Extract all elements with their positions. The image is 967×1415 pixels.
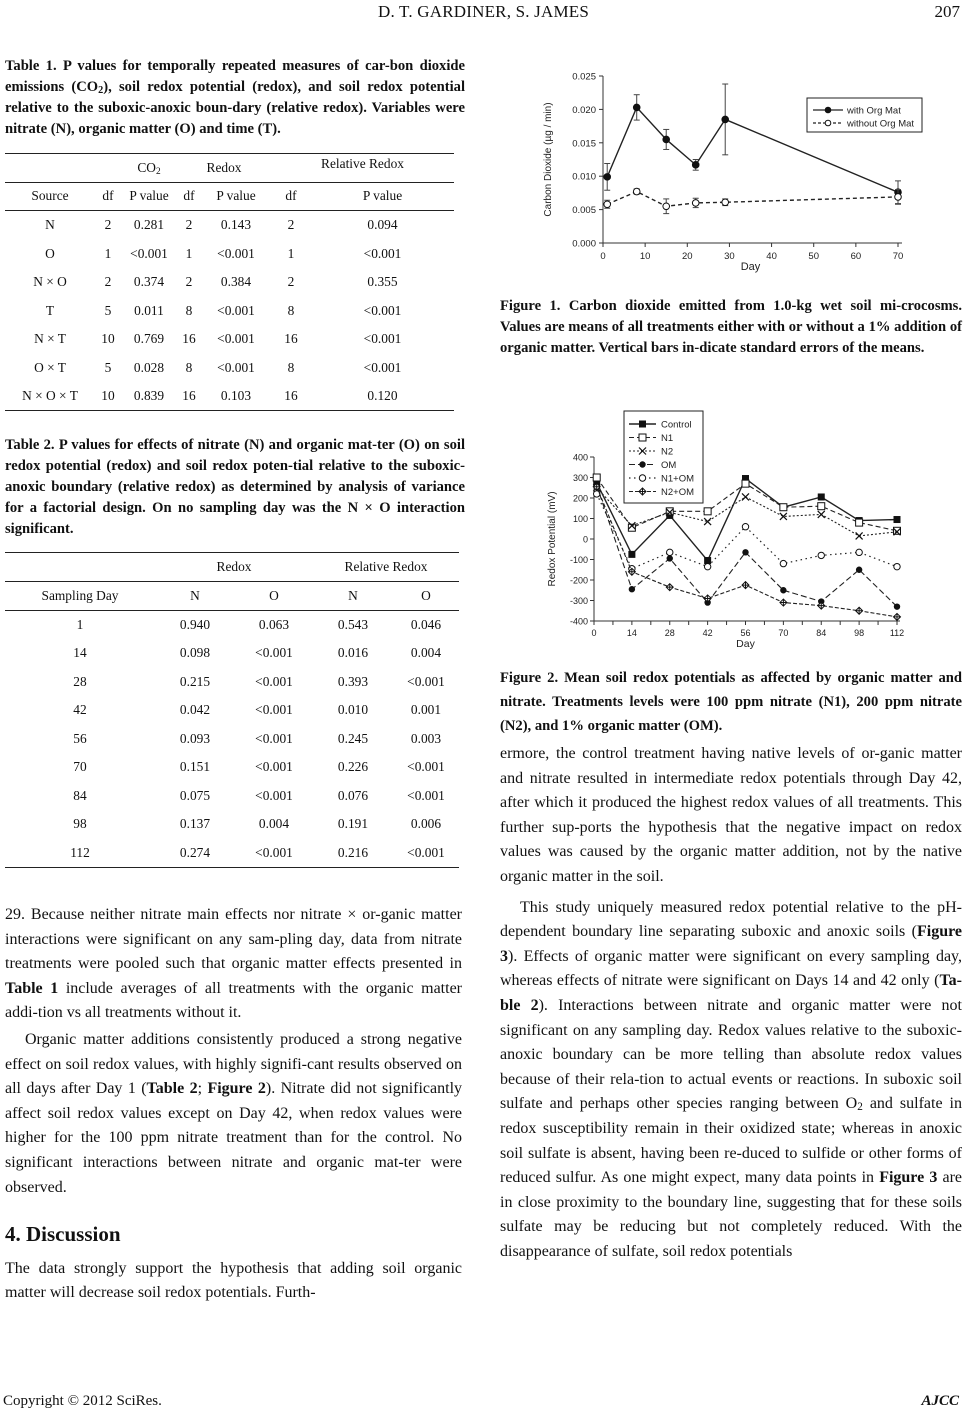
- open-diamond-marker: [894, 613, 901, 620]
- table-reference: Ta-ble 2: [500, 972, 962, 1014]
- co2-line-chart: [535, 58, 935, 276]
- left-column: [5, 56, 465, 868]
- table-cell: 0.355: [367, 274, 398, 290]
- table-row: [5, 211, 454, 240]
- open-diamond-marker: [780, 599, 787, 606]
- table-cell: 0.098: [179, 644, 211, 660]
- table-cell: 98: [73, 816, 87, 832]
- table-cell: <0.001: [217, 245, 255, 261]
- open-circle-marker: [594, 491, 600, 497]
- filled-circle-marker: [780, 587, 786, 593]
- legend-marker: [825, 120, 831, 126]
- table-cell: <0.001: [217, 302, 255, 318]
- open-circle-marker: [633, 188, 640, 195]
- table-cell: 0.006: [410, 816, 442, 832]
- y-tick-label: 400: [572, 452, 588, 463]
- table-row: [5, 753, 459, 782]
- table-cell: 0.004: [410, 644, 442, 660]
- table-cell: <0.001: [407, 844, 445, 860]
- table-cell: 0.016: [337, 644, 369, 660]
- x-tick-label: 28: [664, 628, 675, 638]
- legend-label: Control: [661, 419, 692, 431]
- table-row: [5, 239, 454, 268]
- table-cell: N: [45, 217, 55, 233]
- y-axis-label: Redox Potential (mV): [547, 491, 558, 587]
- table-cell: 0.011: [134, 302, 164, 318]
- table-cell: 14: [73, 644, 87, 660]
- table-row: [5, 610, 459, 639]
- filled-circle-marker: [742, 549, 748, 555]
- table-cell: 0.374: [133, 274, 165, 290]
- table-cell: <0.001: [255, 844, 293, 860]
- column-header: N: [348, 587, 358, 603]
- y-tick-label: -300: [569, 596, 588, 606]
- table-row: [5, 639, 459, 668]
- open-square-marker: [742, 480, 749, 487]
- table-cell: 1: [76, 616, 84, 632]
- table-cell: <0.001: [407, 673, 445, 689]
- x-tick-label: 42: [702, 628, 713, 638]
- table2-column-header-row: [5, 581, 459, 610]
- x-tick-label: 98: [854, 628, 865, 638]
- group-header-redox: Redox: [216, 559, 252, 575]
- table-cell: 1: [104, 245, 112, 261]
- table1-body: [5, 211, 454, 411]
- table1-group-header-row: [5, 154, 454, 183]
- filled-circle-marker: [663, 136, 670, 143]
- table-cell: 70: [73, 759, 87, 775]
- open-diamond-marker: [856, 607, 863, 614]
- table2-group-header-row: [5, 553, 459, 582]
- filled-square-marker: [628, 551, 635, 558]
- left-body-text: [5, 903, 462, 1306]
- table-cell: 1: [185, 245, 193, 261]
- figure1-chart: [535, 58, 935, 276]
- table-cell: <0.001: [363, 245, 402, 261]
- table-cell: <0.001: [363, 331, 402, 347]
- table-cell: 8: [185, 302, 193, 318]
- table-cell: 0.839: [133, 388, 165, 404]
- y-tick-label: 0.025: [572, 71, 596, 83]
- filled-circle-marker: [633, 104, 640, 111]
- table-cell: <0.001: [407, 759, 445, 775]
- table-cell: <0.001: [217, 359, 255, 375]
- series-line: [607, 192, 898, 207]
- table-cell: N × O × T: [22, 388, 78, 404]
- series-line: [597, 486, 897, 607]
- legend: [624, 411, 703, 503]
- table-cell: T: [45, 302, 55, 318]
- table-cell: 0.004: [258, 816, 290, 832]
- table-cell: 0.093: [179, 730, 211, 746]
- legend-label: N2+OM: [661, 487, 694, 498]
- table-cell: 2: [104, 274, 112, 290]
- filled-circle-marker: [692, 162, 699, 169]
- y-tick-label: 100: [572, 514, 588, 524]
- filled-circle-marker: [604, 174, 611, 181]
- table-cell: <0.001: [217, 331, 255, 347]
- table2: [5, 552, 459, 868]
- table-cell: 16: [284, 331, 298, 347]
- table-cell: N × O: [33, 274, 67, 290]
- legend-label: with Org Mat: [847, 105, 901, 117]
- table-row: [5, 810, 459, 839]
- y-tick-label: 200: [572, 493, 588, 504]
- table-cell: 0.226: [337, 759, 369, 775]
- x-tick-label: 112: [889, 628, 905, 638]
- open-square-marker: [856, 519, 863, 526]
- open-square-marker: [639, 434, 646, 441]
- filled-circle-marker: [856, 567, 862, 573]
- filled-square-marker: [818, 493, 825, 500]
- table-cell: 0.046: [410, 616, 442, 632]
- legend-marker: [825, 107, 831, 113]
- table-cell: <0.001: [255, 644, 293, 660]
- table-reference: Table 2: [146, 1080, 198, 1098]
- table-cell: 0.001: [410, 702, 442, 718]
- table-cell: 56: [73, 730, 87, 746]
- x-tick-label: 20: [681, 251, 693, 262]
- y-tick-label: -200: [569, 575, 588, 586]
- open-circle-marker: [639, 475, 645, 481]
- section-heading: 4. Discussion: [5, 1222, 121, 1247]
- open-circle-marker: [894, 563, 900, 569]
- group-header-co2: $CO_2$: [137, 159, 161, 177]
- page-number: 207: [934, 2, 960, 21]
- y-axis-label: Carbon Dioxide (µg / min): [543, 102, 554, 217]
- table-row: [5, 724, 459, 753]
- table-cell: <0.001: [363, 359, 402, 375]
- x-tick-label: 70: [892, 251, 904, 262]
- group-header-relative-redox: Relative Redox: [321, 156, 404, 171]
- table-cell: O: [45, 245, 55, 261]
- table-cell: 8: [287, 359, 295, 375]
- table-cell: 2: [185, 217, 193, 233]
- filled-circle-marker: [667, 555, 673, 561]
- open-circle-marker: [780, 560, 786, 566]
- table-cell: 42: [73, 702, 87, 718]
- filled-square-marker: [894, 516, 901, 523]
- table-cell: 0.137: [179, 816, 211, 832]
- y-tick-label: -400: [569, 616, 588, 627]
- table-cell: 8: [287, 302, 295, 318]
- column-header: N: [190, 587, 200, 603]
- y-tick-label: 300: [572, 473, 588, 483]
- table-cell: 28: [73, 673, 87, 689]
- open-circle-marker: [663, 203, 670, 210]
- table-cell: 0.769: [133, 331, 165, 347]
- legend-label: N2: [661, 446, 674, 458]
- table-cell: 0.042: [179, 702, 211, 718]
- paragraph: The data strongly support the hypothesis that adding soil organic matter will decrease soil redox potentials. Furth-: [5, 1259, 462, 1302]
- figure2-caption: Figure 2. Mean soil redox potentials as affected by organic matter and nitrate. Treatments levels were 100 ppm nitrate (N1), 200 ppm nitrate (N2), and 1% organic matter (OM).: [500, 670, 962, 734]
- table-cell: 0.274: [179, 844, 211, 860]
- table-cell: 0.076: [337, 787, 369, 803]
- table1-column-header-row: [5, 182, 454, 211]
- open-circle-marker: [692, 200, 699, 207]
- table-cell: 0.216: [337, 844, 369, 860]
- table-row: [5, 354, 454, 383]
- legend-label: OM: [661, 460, 677, 471]
- x-tick-label: 0: [591, 628, 597, 638]
- table1-caption: [5, 56, 465, 140]
- table-cell: 0.010: [337, 702, 369, 718]
- column-header: df: [183, 188, 195, 204]
- open-circle-marker: [722, 199, 729, 206]
- subscript: 2: [857, 1101, 863, 1114]
- column-header: P value: [216, 188, 256, 204]
- paragraph: This study uniquely measured redox potential relative to the pH-dependent boundary line separating suboxic and anoxic soils (Figure 3). Effects of organic matter were significant on every sampling day, whereas effects of nitrate were significant on Days 14 and 42 only (Ta-ble 2). Interactions between nitrate and organic matter were not significant on any sampling day. Redox values relative to the suboxic-anoxic boundary can be more telling than absolute redox values because of their rela-tion to actual events or reactions. In suboxic soil sulfate and perhaps other species ranging between $O_2$ and sulfate in redox susceptibility remain in their oxidized state; whereas in anoxic soil sulfate is absent, having been re-duced to sulfide or other forms of reduced sulfur. As one might expect, many data points in Figure 3 are in close proximity to the boundary line, suggesting that for these soils sulfate may be reducing but not completely reduced. With the disappearance of sulfate, soil redox potentials: [500, 898, 963, 1260]
- table-cell: 0.191: [337, 816, 369, 832]
- table-cell: 0.143: [220, 217, 252, 233]
- table-cell: 84: [73, 787, 87, 803]
- table-cell: 16: [284, 388, 298, 404]
- table-cell: 0.151: [179, 759, 211, 775]
- column-header: df: [102, 188, 114, 204]
- table-cell: <0.001: [255, 702, 293, 718]
- table-cell: 0.094: [367, 217, 398, 233]
- table-cell: 2: [287, 274, 295, 290]
- open-circle-marker: [895, 194, 902, 201]
- table-cell: 0.063: [258, 616, 290, 632]
- column-header: O: [421, 587, 431, 603]
- table-cell: 0.393: [337, 673, 369, 689]
- table-cell: <0.001: [363, 302, 402, 318]
- table-cell: 0.028: [133, 359, 165, 375]
- x-tick-label: 30: [724, 251, 735, 262]
- open-square-marker: [780, 504, 787, 511]
- open-square-marker: [704, 508, 711, 515]
- filled-circle-marker: [722, 116, 729, 123]
- open-circle-marker: [604, 201, 611, 208]
- table-cell: 0.281: [133, 217, 165, 233]
- column-header: O: [269, 587, 279, 603]
- table-cell: <0.001: [255, 759, 293, 775]
- table-cell: 0.384: [220, 274, 252, 290]
- table2-caption: Table 2. P values for effects of nitrate (N) and organic mat-ter (O) on soil redox potential (redox) and soil redox poten-tial relative to the suboxic-anoxic boundary (relative redox) as determined by analysis of variance for a factorial design. On no sampling day was the N × O interaction significant.: [5, 437, 465, 538]
- column-header: P value: [362, 188, 403, 204]
- x-tick-label: 50: [808, 251, 820, 262]
- table-cell: 0.075: [179, 787, 211, 803]
- table-cell: 1: [287, 245, 295, 261]
- legend-label: without Org Mat: [847, 118, 915, 130]
- table-cell: <0.001: [407, 787, 445, 803]
- table-cell: 16: [182, 331, 196, 347]
- open-circle-marker: [856, 549, 862, 555]
- group-header-relative-redox: Relative Redox: [344, 559, 428, 575]
- table1-caption-part: Table 1. P values for temporally repeated measures of car-bon dioxide emissions (CO: [5, 58, 465, 95]
- filled-circle-marker: [894, 603, 900, 609]
- figure1-caption: Figure 1. Carbon dioxide emitted from 1.0-kg wet soil mi-crocosms. Values are means of all treatments either with or without a 1% addition of organic matter. Vertical bars in-dicate standard errors of the means.: [500, 298, 962, 356]
- table-cell: <0.001: [255, 673, 293, 689]
- figure-reference: Figure 3: [500, 923, 962, 965]
- x-tick-label: 40: [766, 251, 777, 262]
- table-row: [5, 696, 459, 725]
- paragraph: ermore, the control treatment having native levels of or-ganic matter and nitrate resulted in intermediate redox potentials through Day 42, after which it produced the highest redox values of all treatments. This further sup-ports the hypothesis that the negative impact on redox values was caused by the organic matter addition, not by the native organic matter in the soil.: [500, 745, 962, 885]
- y-tick-label: 0.000: [572, 238, 596, 250]
- table-row: [5, 839, 459, 868]
- y-tick-label: 0.010: [572, 171, 596, 183]
- x-tick-label: 10: [639, 251, 651, 262]
- open-square-marker: [818, 503, 825, 510]
- table1-caption-part: ), soil redox potential (redox), and soil redox potential relative to the suboxic-anoxic boun-dary (relative redox). Variables were nitrate (N), organic matter (O) and time (T).: [5, 79, 465, 137]
- figure-reference: Figure 2: [207, 1080, 266, 1098]
- open-circle-marker: [667, 549, 673, 555]
- x-axis-label: Day: [736, 638, 755, 650]
- x-axis-label: Day: [740, 261, 761, 273]
- copyright: Copyright © 2012 SciRes.: [3, 1393, 162, 1409]
- open-square-marker: [894, 527, 901, 534]
- table-cell: 5: [104, 302, 112, 318]
- table-cell: 0.215: [179, 673, 211, 689]
- table-row: [5, 325, 454, 354]
- x-tick-label: 14: [626, 628, 637, 638]
- table-cell: 0.003: [410, 730, 442, 746]
- table-reference: Table 1: [5, 979, 59, 997]
- redox-line-chart: [540, 406, 912, 654]
- right-body-text: [500, 742, 962, 1264]
- table-cell: 10: [101, 388, 115, 404]
- y-tick-label: 0: [582, 534, 588, 545]
- table-cell: 0.120: [367, 388, 398, 404]
- legend: [807, 98, 922, 132]
- table-cell: 16: [182, 388, 196, 404]
- table-row: [5, 382, 454, 411]
- open-square-marker: [593, 474, 600, 481]
- table-cell: 8: [185, 359, 193, 375]
- open-circle-marker: [742, 524, 748, 530]
- open-diamond-marker: [742, 582, 749, 589]
- filled-circle-marker: [639, 461, 645, 467]
- x-tick-label: 56: [740, 628, 751, 638]
- table-row: [5, 667, 459, 696]
- figure-reference: Figure 3: [879, 1169, 938, 1187]
- column-header: Sampling Day: [41, 587, 119, 603]
- table-cell: 0.245: [337, 730, 369, 746]
- table-cell: N × T: [34, 331, 66, 347]
- paragraph: Organic matter additions consistently produced a strong negative effect on soil redox values, with highly signifi-cant results observed on all days after Day 1 (Table 2; Figure 2). Nitrate did not significantly affect soil redox values except on Day 42, when redox values were higher for the 100 ppm nitrate treatment than for the control. No significant interactions between nitrate and organic mat-ter were observed.: [5, 1030, 463, 1196]
- table-cell: 112: [70, 844, 90, 860]
- table-cell: 2: [287, 217, 295, 233]
- table-cell: O × T: [34, 359, 66, 375]
- legend-label: N1: [661, 433, 674, 444]
- table-cell: 10: [101, 331, 115, 347]
- table-row: [5, 296, 454, 325]
- table-row: [5, 782, 459, 811]
- figure2-chart: [540, 406, 912, 654]
- column-header: df: [285, 188, 297, 204]
- column-header: Source: [31, 188, 69, 204]
- x-tick-label: 70: [778, 628, 789, 638]
- running-head: D. T. GARDINER, S. JAMES: [377, 2, 590, 21]
- y-tick-label: -100: [569, 555, 588, 565]
- legend-label: N1+OM: [661, 473, 694, 485]
- subscript: 2: [98, 85, 104, 96]
- table-row: [5, 268, 454, 297]
- paragraph: 29. Because neither nitrate main effects nor nitrate × or-ganic matter interactions were significant on any sam-pling day, data from nitrate treatments were pooled such that organic matter effects presented in Table 1 include averages of all treatments with the organic matter addi-tion vs all treatments without it.: [5, 906, 462, 1022]
- table-cell: <0.001: [130, 245, 168, 261]
- table-cell: <0.001: [255, 787, 293, 803]
- x-tick-label: 0: [600, 251, 606, 262]
- y-tick-label: 0.020: [572, 104, 596, 116]
- x-tick-label: 84: [816, 628, 827, 638]
- table1: [5, 153, 454, 411]
- y-tick-label: 0.015: [572, 138, 596, 150]
- table2-body: [5, 610, 459, 867]
- series-line: [597, 494, 897, 569]
- filled-square-marker: [639, 421, 646, 428]
- filled-circle-marker: [629, 586, 635, 592]
- table-cell: <0.001: [255, 730, 293, 746]
- table-cell: 0.103: [220, 388, 252, 404]
- table-cell: 0.940: [179, 616, 211, 632]
- open-circle-marker: [704, 563, 710, 569]
- table-cell: 0.543: [337, 616, 369, 632]
- journal-name: AJCC: [921, 1393, 959, 1409]
- table-cell: 2: [104, 217, 112, 233]
- table-cell: 2: [185, 274, 193, 290]
- table-cell: 5: [104, 359, 112, 375]
- open-circle-marker: [818, 552, 824, 558]
- x-tick-label: 60: [850, 251, 862, 262]
- column-header: P value: [129, 188, 169, 204]
- open-diamond-marker: [666, 584, 673, 591]
- group-header-redox: Redox: [206, 159, 242, 175]
- y-tick-label: 0.005: [572, 205, 596, 217]
